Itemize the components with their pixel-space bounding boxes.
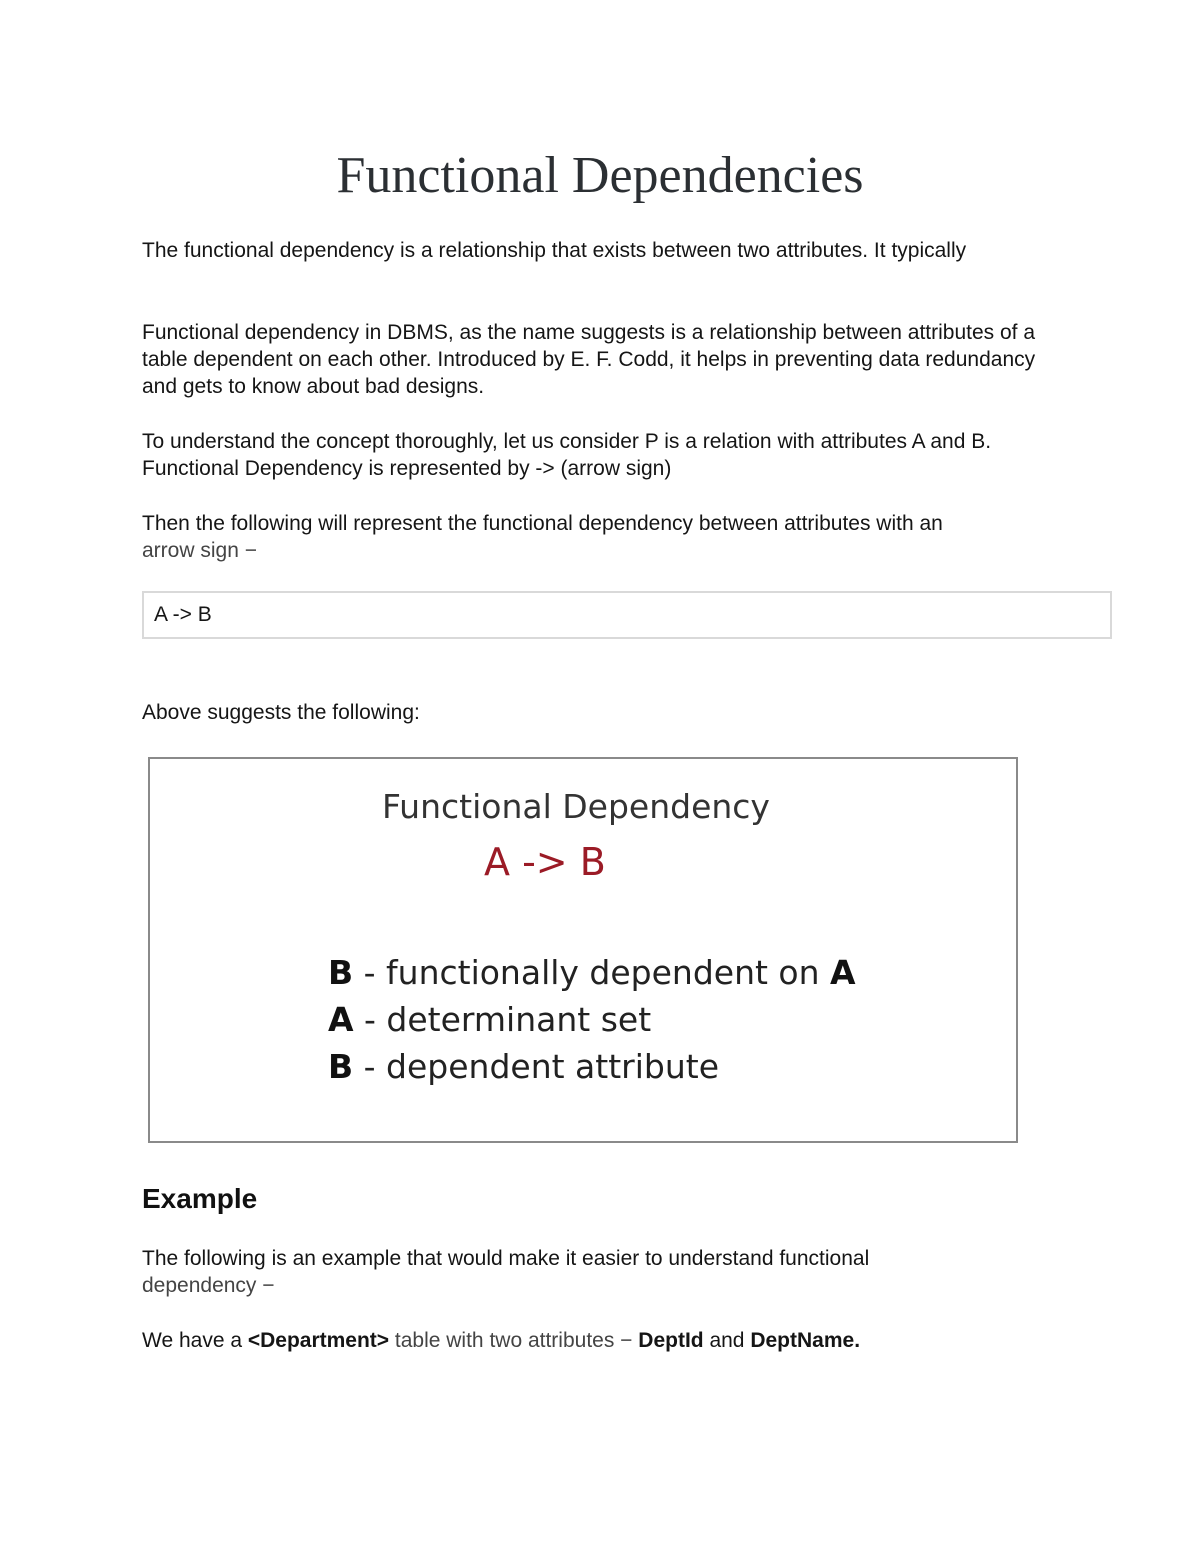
represent-paragraph bbox=[142, 510, 1062, 564]
definition-paragraph: Functional dependency in DBMS, as the name suggests is a relationship between attributes of a table dependent on each other. Introduced by E. F. Codd, it helps in preventing data redundancy and gets to know about bad designs. bbox=[142, 321, 1036, 398]
figure-line-key: B bbox=[328, 953, 354, 992]
above-suggests-text: Above suggests the following: bbox=[142, 701, 420, 724]
department-paragraph bbox=[142, 1327, 1042, 1354]
intro-paragraph: The functional dependency is a relationship that exists between two attributes. It typically bbox=[142, 239, 967, 262]
department-attr-deptid: DeptId bbox=[638, 1329, 704, 1352]
example-heading: Example bbox=[142, 1183, 258, 1214]
figure-line-key: B bbox=[328, 1047, 354, 1086]
example-paragraph bbox=[142, 1245, 982, 1299]
figure-line-dependent-on bbox=[328, 953, 856, 993]
figure-line-dependent-attribute bbox=[328, 1047, 719, 1087]
department-table-name: <Department> bbox=[247, 1329, 390, 1352]
figure-line-text: - determinant set bbox=[353, 1000, 652, 1039]
figure-line-text: - dependent attribute bbox=[353, 1047, 719, 1086]
department-and: and bbox=[703, 1329, 751, 1352]
represent-text-light: arrow sign − bbox=[142, 539, 257, 562]
department-prefix: We have a bbox=[142, 1329, 248, 1352]
represent-text: Then the following will represent the functional dependency between attributes with an bbox=[142, 512, 943, 535]
figure-line-key: A bbox=[328, 1000, 354, 1039]
example-text: The following is an example that would make it easier to understand functional bbox=[142, 1247, 870, 1270]
figure-title: Functional Dependency bbox=[382, 787, 770, 826]
page-title: Functional Dependencies bbox=[336, 147, 864, 204]
department-period: . bbox=[854, 1329, 861, 1352]
department-attr-deptname: DeptName bbox=[750, 1329, 855, 1352]
example-text-light: dependency − bbox=[142, 1274, 275, 1297]
figure-formula: A -> B bbox=[484, 840, 606, 884]
department-middle: table with two attributes − bbox=[389, 1329, 639, 1352]
figure-line-text: - functionally dependent on bbox=[353, 953, 831, 992]
figure-line-determinant bbox=[328, 1000, 651, 1040]
functional-dependency-figure bbox=[148, 757, 1018, 1143]
concept-paragraph: To understand the concept thoroughly, let us consider P is a relation with attributes A and B. Functional Dependency is represented by -> (arrow sign) bbox=[142, 430, 992, 480]
figure-line-key2: A bbox=[830, 953, 856, 992]
code-example-box: A -> B bbox=[142, 591, 1112, 639]
